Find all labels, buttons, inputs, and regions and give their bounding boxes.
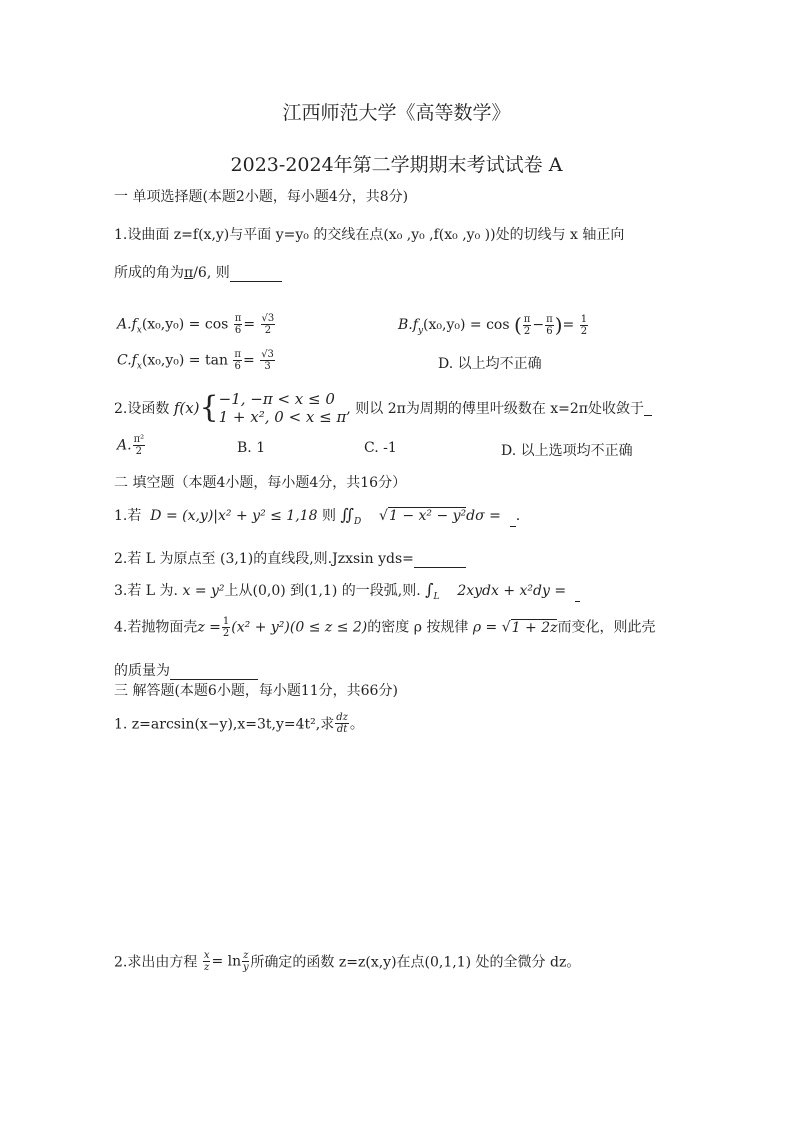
section-3-heading: 三 解答题(本题6小题，每小题11分，共66分) xyxy=(114,683,398,699)
s1-q2-stem: 2.设函数 f(x){ −1, −π < x ≤ 0 1 + x², 0 < x ≤ π , 则以 2π为周期的傅里叶级数在 x=2π处收敛于 xyxy=(114,390,652,426)
s1-q1-line2 xyxy=(114,262,282,282)
s3-q2: 2.求出由方程 $\frac{x}{z}$ = ln $\frac{z}{y}$ 所确定的函数 z=z(x,y)在点(0,1,1) 处的全微分 dz。 xyxy=(114,950,581,973)
answer-blank xyxy=(644,401,652,416)
s1-q2-option-c: C. -1 xyxy=(364,440,397,456)
s1-q1-angle: π xyxy=(184,265,194,281)
s2-q4-line1: 4.若抛物面壳z = $\frac{1}{2}$ (x² + y²)(0 ≤ z ≤ 2)的密度 ρ 按规律 ρ = √1 + 2z而变化，则此壳 xyxy=(114,616,656,639)
s1-q1-angle-suffix: /6, 则 xyxy=(193,265,230,281)
s1-q1-prefix: 所成的角为 xyxy=(114,265,184,281)
s3-q1: 1. z=arcsin(x−y),x=3t,y=4t²,求 $\frac{dz}{dt}$ 。 xyxy=(114,712,364,735)
answer-blank xyxy=(414,553,466,568)
section-2-heading: 二 填空题（本题4小题，每小题4分，共16分） xyxy=(114,475,407,491)
s1-q1-option-b: $B.f_y(x_0,y_0) = \cos$ ( $\frac{\pi}{2}$ − $\frac{\pi}{6}$ )= $\frac{1}{2}$ xyxy=(398,313,588,337)
s1-q2-option-d: D. 以上选项均不正确 xyxy=(501,443,633,459)
s1-q1-line1: 1.设曲面 z=f(x,y)与平面 y=y₀ 的交线在点(x₀ ,y₀ ,f(x₀ ,y₀ ))处的切线与 x 轴正向 xyxy=(114,227,625,243)
answer-blank xyxy=(170,665,258,680)
s2-q4-line2: 的质量为 xyxy=(114,660,258,680)
section-1-heading: 一 单项选择题(本题2小题，每小题4分，共8分) xyxy=(114,189,409,205)
s2-q2: 2.若 L 为原点至 (3,1)的直线段,则.Jzxsin yds= xyxy=(114,548,466,568)
s1-q1-option-c: $C.f_x(x_0,y_0) = \tan$ $\frac{\pi}{6}$ = $\frac{√3}{3}$ xyxy=(117,349,274,372)
s1-q2-option-a: A. $\frac{\text{π²}}{2}$ xyxy=(117,434,145,457)
s2-q3: 3.若 L 为. x = y²上从(0,0) 到(1,1) 的一段弧,则. $\int_L$ 2xydx + x²dy = xyxy=(114,580,580,602)
s1-q2-option-b: B. 1 xyxy=(237,440,266,456)
answer-blank xyxy=(575,587,580,602)
exam-subtitle: 2023-2024年第二学期期末考试试卷 A xyxy=(230,154,563,176)
answer-blank xyxy=(230,267,282,282)
s1-q1-option-d: D. 以上均不正确 xyxy=(438,356,542,372)
exam-title: 江西师范大学《高等数学》 xyxy=(282,102,511,124)
s2-q1: 1.若 D = (x,y)|x² + y² ≤ 1,18 则 $∬_D$ √1 − x² − y²dσ = . xyxy=(114,505,521,527)
s1-q1-option-a: $A.f_x(x_0,y_0) = \cos$ $\frac{\pi}{6}$ = $\frac{√3}{2}$ xyxy=(117,313,275,336)
